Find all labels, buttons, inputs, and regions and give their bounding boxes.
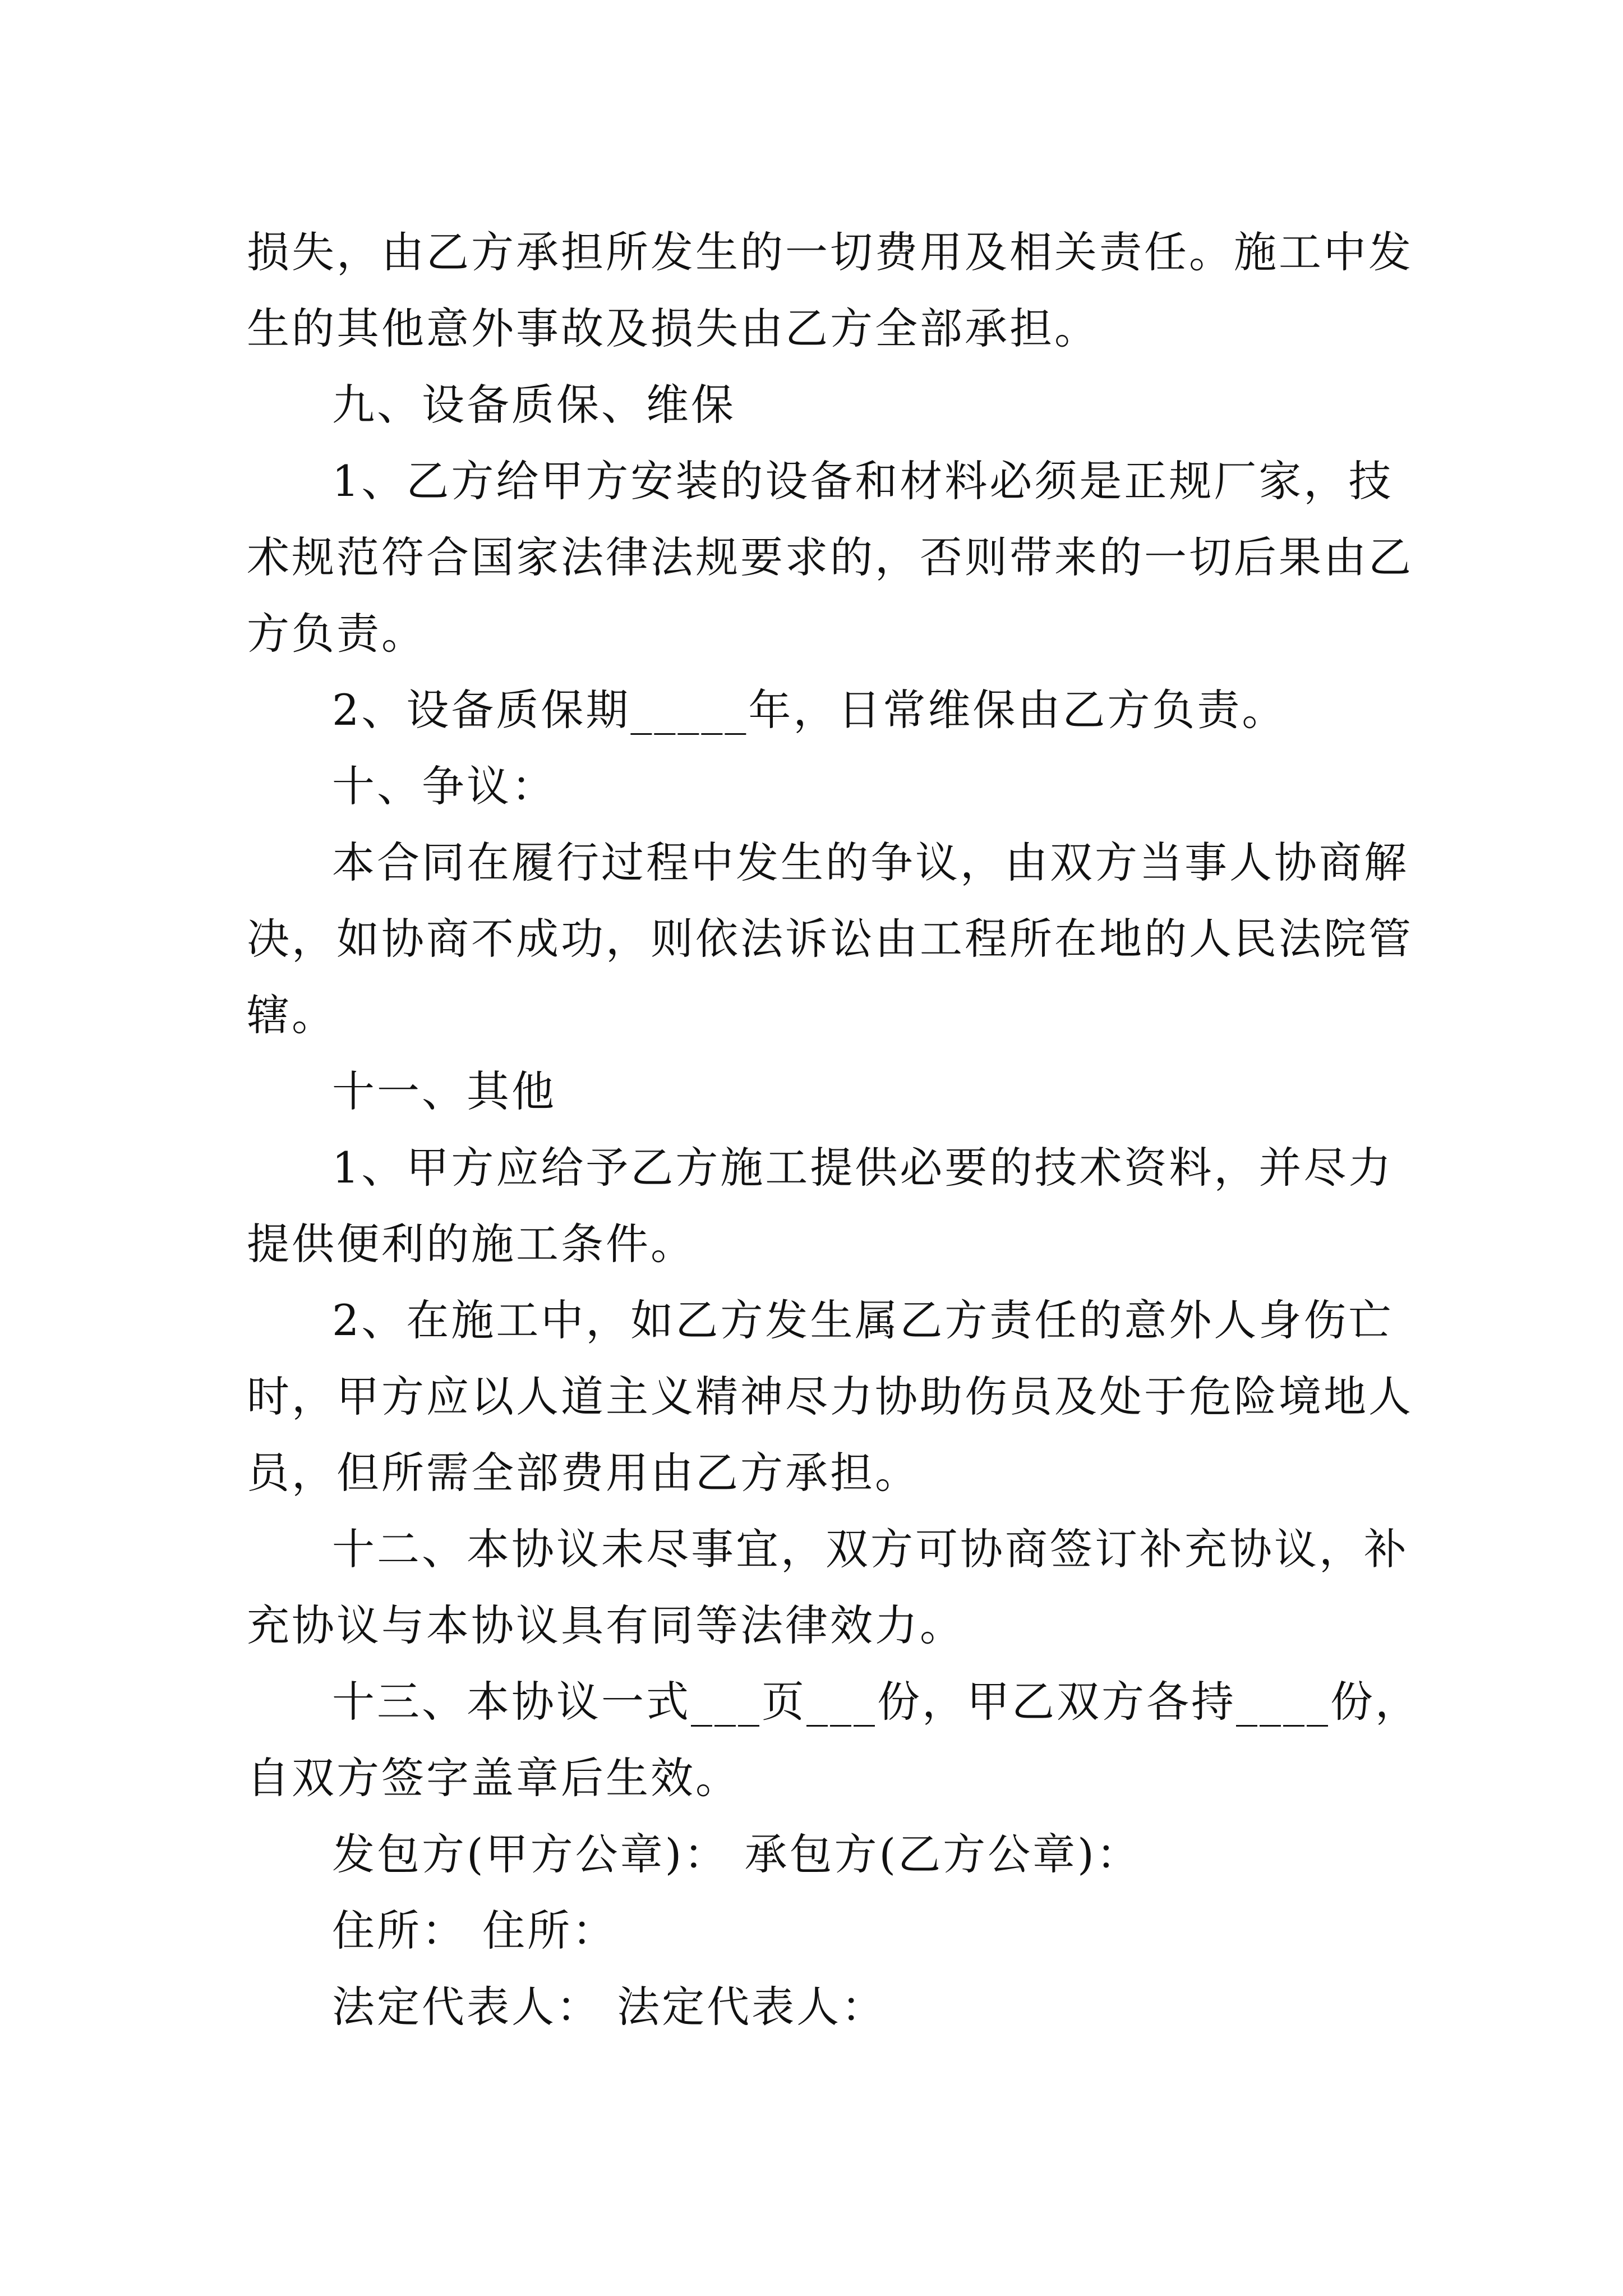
contract-body bbox=[247, 214, 1420, 2045]
text-line-9-2: 2、设备质保期_____年，日常维保由乙方负责。 bbox=[332, 685, 1287, 735]
text-line-9-1-cont: 术规范符合国家法律法规要求的，否则带来的一切后果由乙 bbox=[247, 532, 1413, 582]
text-line-12-cont: 充协议与本协议具有同等法律效力。 bbox=[247, 1600, 965, 1650]
text-line-10: 本合同在履行过程中发生的争议，由双方当事人协商解 bbox=[332, 838, 1409, 887]
text-line-11-2-cont: 时，甲方应以人道主义精神尽力协助伤员及处于危险境地人 bbox=[247, 1372, 1413, 1421]
text-line-clause-8-continued-2: 生的其他意外事故及损失由乙方全部承担。 bbox=[247, 303, 1099, 353]
text-line-10-cont: 决，如协商不成功，则依法诉讼由工程所在地的人民法院管 bbox=[247, 914, 1413, 964]
section-heading-12: 十二、本协议未尽事宜，双方可协商签订补充协议，补 bbox=[332, 1524, 1409, 1574]
section-heading-10: 十、争议： bbox=[332, 761, 556, 811]
text-line-11-1: 1、甲方应给予乙方施工提供必要的技术资料，并尽力 bbox=[332, 1143, 1394, 1193]
text-line-10-cont-2: 辖。 bbox=[247, 990, 336, 1040]
section-heading-9: 九、设备质保、维保 bbox=[332, 380, 736, 430]
signature-line-parties: 发包方(甲方公章)： 承包方(乙方公章)： bbox=[332, 1829, 1141, 1879]
section-heading-11: 十一、其他 bbox=[332, 1066, 556, 1116]
section-heading-13: 十三、本协议一式___页___份，甲乙双方各持____份， bbox=[332, 1677, 1420, 1727]
text-line-clause-8-continued: 损失，由乙方承担所发生的一切费用及相关责任。施工中发 bbox=[247, 227, 1413, 277]
text-line-11-2: 2、在施工中，如乙方发生属乙方责任的意外人身伤亡 bbox=[332, 1295, 1394, 1345]
text-line-9-1-cont-2: 方负责。 bbox=[247, 609, 426, 659]
text-line-11-2-cont-2: 员，但所需全部费用由乙方承担。 bbox=[247, 1448, 920, 1498]
signature-line-address: 住所： 住所： bbox=[332, 1906, 617, 1955]
text-line-13-cont: 自双方签字盖章后生效。 bbox=[247, 1753, 740, 1803]
signature-line-legal-rep: 法定代表人： 法定代表人： bbox=[332, 1982, 887, 2032]
text-line-9-1: 1、乙方给甲方安装的设备和材料必须是正规厂家，技 bbox=[332, 456, 1394, 506]
text-line-11-1-cont: 提供便利的施工条件。 bbox=[247, 1219, 695, 1269]
